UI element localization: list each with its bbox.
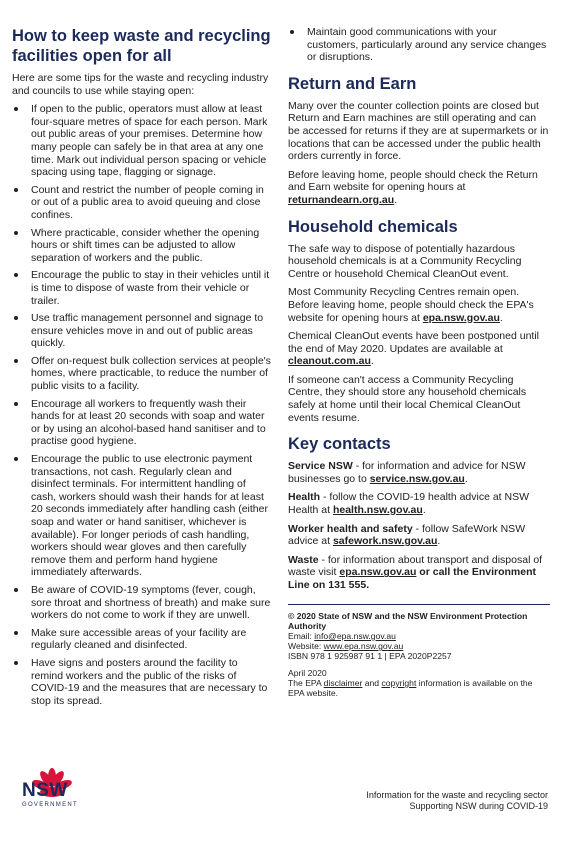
contact-item: Waste - for information about transport and disposal of waste visit epa.nsw.gov.au or call the Environment Line on 131 555. [288,553,543,591]
email-link[interactable]: info@epa.nsw.gov.au [314,631,396,641]
return-earn-heading: Return and Earn [288,74,417,93]
footer [366,790,548,812]
bullet-icon [14,273,18,277]
bullet-icon [14,457,18,461]
household-paragraph-3: Chemical CleanOut events have been postponed until the end of May 2020. Updates are available at cleanout.com.au. [288,330,539,368]
left-column [12,26,272,712]
continued-tips-list [288,26,550,64]
copyright-link[interactable]: copyright [381,677,417,688]
government-logo-subtext: GOVERNMENT [22,802,79,808]
returnandearn-link[interactable]: returnandearn.org.au [288,193,395,206]
tips-list [12,103,272,707]
bullet-icon [14,107,18,111]
cleanout-link[interactable]: cleanout.com.au [288,355,371,368]
nsw-logo-text: NSW [22,780,68,801]
disclaimer-link[interactable]: disclaimer [323,677,363,688]
return-earn-paragraph: Many over the counter collection points are closed but Return and Earn machines are still operating and can be accessed for returns if they are at supermarkets or in locations that can be accessed under the public health orders currently in force. [288,99,549,163]
bullet-icon [14,402,18,406]
intro-text: Here are some tips for the waste and recycling industry and councils to use while staying open: [12,72,269,97]
contact-item: Service NSW - for information and advice for NSW businesses go to service.nsw.gov.au. [288,460,526,485]
epa-link[interactable]: epa.nsw.gov.au [422,311,500,324]
list-item: Make sure accessible areas of your facility are regularly cleaned and disinfected. [12,627,272,652]
list-item: Encourage the public to stay in their vehicles until it is time to dispose of waste from their vehicle or trailer. [12,269,272,307]
household-paragraph-1: The safe way to dispose of potentially hazardous household chemicals is at a Community Recycling Centre or household Chemical CleanOut event. [288,242,522,280]
page-title: How to keep waste and recycling facilities open for all [12,27,271,65]
list-item: Where practicable, consider whether the opening hours or shift times can be adjusted to allow separation of workers and the public. [12,227,272,265]
footer-line-2: Supporting NSW during COVID-19 [409,801,548,811]
list-item: If open to the public, operators must allow at least four-square metres of space for each person. Mark out public areas of your premises. Determine how many people can safely be in that area at any one time. Mark out individual person spacing or vehicle spacing using tape, flagging or signage. [12,103,272,179]
contact-item: Worker health and safety - follow SafeWork NSW advice at safework.nsw.gov.au. [288,522,526,548]
bullet-icon [14,631,18,635]
household-paragraph-2: Most Community Recycling Centres remain open. Before leaving home, people should check the EPA's website for opening hours at epa.nsw.gov.au. [288,286,534,324]
health-link[interactable]: health.nsw.gov.au [332,504,423,517]
list-item: Use traffic management personnel and signage to ensure vehicles move in and out of public areas quickly. [12,312,272,350]
list-item: Encourage all workers to frequently wash their hands for at least 20 seconds with soap and water or by using an alcohol-based hand sanitiser and to practise good hygiene. [12,398,272,448]
list-item: Offer on-request bulk collection services at people's homes, where practicable, to reduce the number of public visits to a facility. [12,355,272,393]
right-column [288,26,550,698]
bullet-icon [14,316,18,320]
list-item: Encourage the public to use electronic payment transactions, not cash. Regularly clean and disinfect terminals. For intermittent handling of cash, workers should wash their hands for at least 20 seconds immediately after handling cash (either soap and water or hand sanitiser, whichever is available). For longer periods of cash handling, workers should wear gloves and then carefully remove them and perform hand hygiene immediately afterwards. [12,453,272,579]
bullet-icon [14,359,18,363]
list-item: Have signs and posters around the facility to remind workers and the public of the risks of COVID-19 and the measures that are necessary to stop its spread. [12,657,272,707]
safework-link[interactable]: safework.nsw.gov.au [332,535,438,548]
epa-waste-link[interactable]: epa.nsw.gov.au [339,566,417,579]
date-line: April 2020 [288,667,327,678]
key-contacts-heading: Key contacts [288,435,391,454]
email-line: Email: info@epa.nsw.gov.au [288,631,396,641]
return-earn-website-paragraph: Before leaving home, people should check the Return and Earn website for opening hours at returnandearn.org.au. [288,168,538,206]
bullet-icon [14,188,18,192]
bullet-icon [14,588,18,592]
bullet-icon [14,661,18,665]
isbn-line: ISBN 978 1 925987 91 1 | EPA 2020P2257 [288,651,452,662]
divider [288,604,550,605]
disclaimer-line: The EPA disclaimer and copyright information is available on the EPA website. [288,677,533,699]
list-item: Count and restrict the number of people coming in or out of a public area to avoid queuing and close confines. [12,184,272,222]
copyright-line: © 2020 State of NSW and the NSW Environment Protection Authority [288,610,528,631]
contact-item: Health - follow the COVID-19 health advice at NSW Health at health.nsw.gov.au. [288,491,530,517]
household-chemicals-heading: Household chemicals [288,217,458,236]
service-nsw-link[interactable]: service.nsw.gov.au [369,472,465,485]
household-paragraph-4: If someone can't access a Community Recycling Centre, they should store any household chemicals safely at home until their local Chemical CleanOut events resume. [288,373,527,424]
list-item: Maintain good communications with your customers, particularly around any service changes or disruptions. [288,26,550,64]
bullet-icon [14,231,18,235]
list-item: Be aware of COVID-19 symptoms (fever, cough, sore throat and shortness of breath) and make sure workers do not come to work if they are unwell. [12,584,272,622]
copyright-block [288,611,550,699]
website-link[interactable]: www.epa.nsw.gov.au [323,641,404,652]
bullet-icon [290,30,294,34]
website-line: Website: www.epa.nsw.gov.au [288,641,404,652]
footer-line-1: Information for the waste and recycling sector [366,790,548,800]
